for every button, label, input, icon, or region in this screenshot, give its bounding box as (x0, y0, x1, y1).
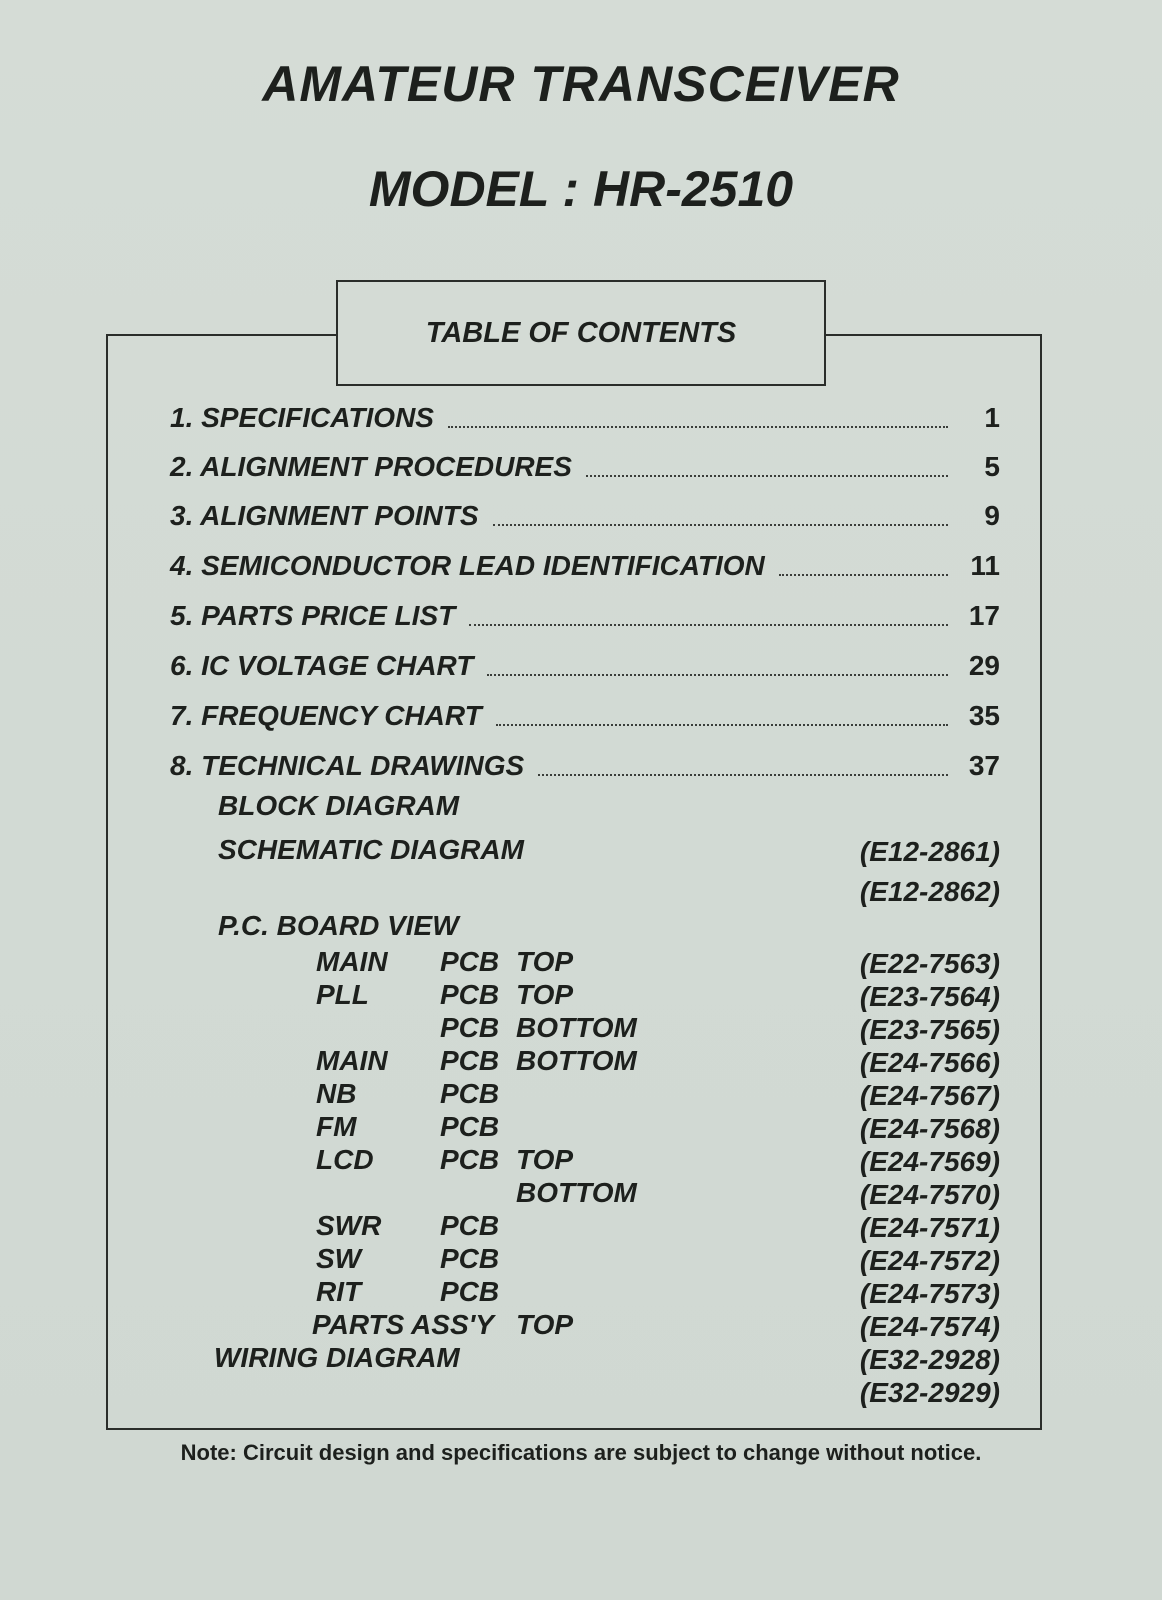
toc-heading-box (336, 280, 826, 386)
footnote: Note: Circuit design and specifications are subject to change without notice. (180, 1440, 982, 1465)
board-type: PCB (440, 1144, 500, 1175)
board-code: (E24-7572) (859, 1245, 1000, 1276)
toc-entry-label: 8. TECHNICAL DRAWINGS (170, 750, 525, 781)
toc-entry (170, 646, 1000, 686)
board-name: LCD (316, 1144, 374, 1175)
schematic-code: (E12-2861) (859, 836, 1000, 867)
toc-entry-label: 7. FREQUENCY CHART (170, 700, 482, 731)
board-side: BOTTOM (516, 1045, 637, 1076)
board-code: (E24-7573) (859, 1278, 1000, 1309)
toc-entry-label: 6. IC VOLTAGE CHART (170, 650, 474, 681)
toc-entry-label: 2. ALIGNMENT PROCEDURES (170, 451, 572, 482)
dot-leader (469, 624, 948, 626)
board-type: PCB (440, 1276, 500, 1307)
board-code: (E24-7571) (859, 1212, 1000, 1243)
board-side: TOP (516, 979, 574, 1010)
board-name: FM (316, 1111, 357, 1142)
dot-leader (496, 724, 948, 726)
board-code: (E24-7566) (859, 1047, 1000, 1078)
parts-assy-label: PARTS ASS'Y (312, 1309, 494, 1340)
board-type: PCB (440, 1045, 500, 1076)
board-code: (E24-7569) (859, 1146, 1000, 1177)
toc-entry (170, 596, 1000, 636)
toc-entry-label: 3. ALIGNMENT POINTS (170, 500, 479, 531)
board-type: PCB (440, 1210, 500, 1241)
toc-entry-label: 1. SPECIFICATIONS (170, 402, 434, 433)
toc-entry (170, 447, 1000, 487)
toc-entry (170, 398, 1000, 438)
toc-entry (170, 546, 1000, 586)
dot-leader (487, 674, 948, 676)
board-code: (E24-7570) (859, 1179, 1000, 1210)
board-code: (E23-7564) (859, 981, 1000, 1012)
toc-entry-page: 9 (984, 500, 1000, 531)
schematic-code: (E12-2862) (859, 876, 1000, 907)
toc-entry-label: 5. PARTS PRICE LIST (170, 600, 456, 631)
toc-entry-page: 5 (984, 451, 1000, 482)
board-side: TOP (516, 1144, 574, 1175)
document-title: AMATEUR TRANSCEIVER (262, 56, 900, 112)
board-type: PCB (440, 946, 500, 977)
board-type: PCB (440, 1012, 500, 1043)
dot-leader (448, 426, 948, 428)
toc-entry-page: 35 (968, 700, 1000, 731)
board-side: BOTTOM (516, 1012, 637, 1043)
block-diagram-label: BLOCK DIAGRAM (218, 790, 460, 821)
board-name: SW (316, 1243, 362, 1274)
board-code: (E22-7563) (859, 948, 1000, 979)
schematic-diagram-label: SCHEMATIC DIAGRAM (218, 834, 524, 865)
board-name: PLL (316, 979, 369, 1010)
toc-entry-page: 17 (968, 600, 1000, 631)
toc-entry-page: 29 (968, 650, 1000, 681)
board-side: BOTTOM (516, 1177, 637, 1208)
pc-board-view-label: P.C. BOARD VIEW (218, 910, 459, 941)
toc-entry (170, 496, 1000, 536)
wiring-code: (E32-2929) (859, 1377, 1000, 1408)
board-type: PCB (440, 1111, 500, 1142)
toc-entry-page: 1 (984, 402, 1000, 433)
board-name: MAIN (316, 946, 388, 977)
toc-entry (170, 746, 1000, 786)
wiring-diagram-label: WIRING DIAGRAM (214, 1342, 460, 1373)
dot-leader (493, 524, 948, 526)
toc-entry (170, 696, 1000, 736)
toc-heading: TABLE OF CONTENTS (425, 316, 737, 349)
toc-entry-label: 4. SEMICONDUCTOR LEAD IDENTIFICATION (170, 550, 765, 581)
dot-leader (779, 574, 948, 576)
board-name: RIT (316, 1276, 362, 1307)
board-type: PCB (440, 1078, 500, 1109)
board-code: (E23-7565) (859, 1014, 1000, 1045)
board-name: SWR (316, 1210, 382, 1241)
board-side: TOP (516, 946, 574, 977)
toc-entry-page: 37 (968, 750, 1000, 781)
dot-leader (586, 475, 948, 477)
board-name: NB (316, 1078, 357, 1109)
board-type: PCB (440, 979, 500, 1010)
toc-entry-page: 11 (970, 550, 1000, 581)
board-code: (E24-7568) (859, 1113, 1000, 1144)
board-name: MAIN (316, 1045, 388, 1076)
wiring-code: (E32-2928) (859, 1344, 1000, 1375)
parts-assy-side: TOP (516, 1309, 574, 1340)
model-title: MODEL : HR-2510 (368, 161, 794, 217)
parts-assy-code: (E24-7574) (859, 1311, 1000, 1342)
dot-leader (538, 774, 948, 776)
board-type: PCB (440, 1243, 500, 1274)
board-code: (E24-7567) (859, 1080, 1000, 1111)
